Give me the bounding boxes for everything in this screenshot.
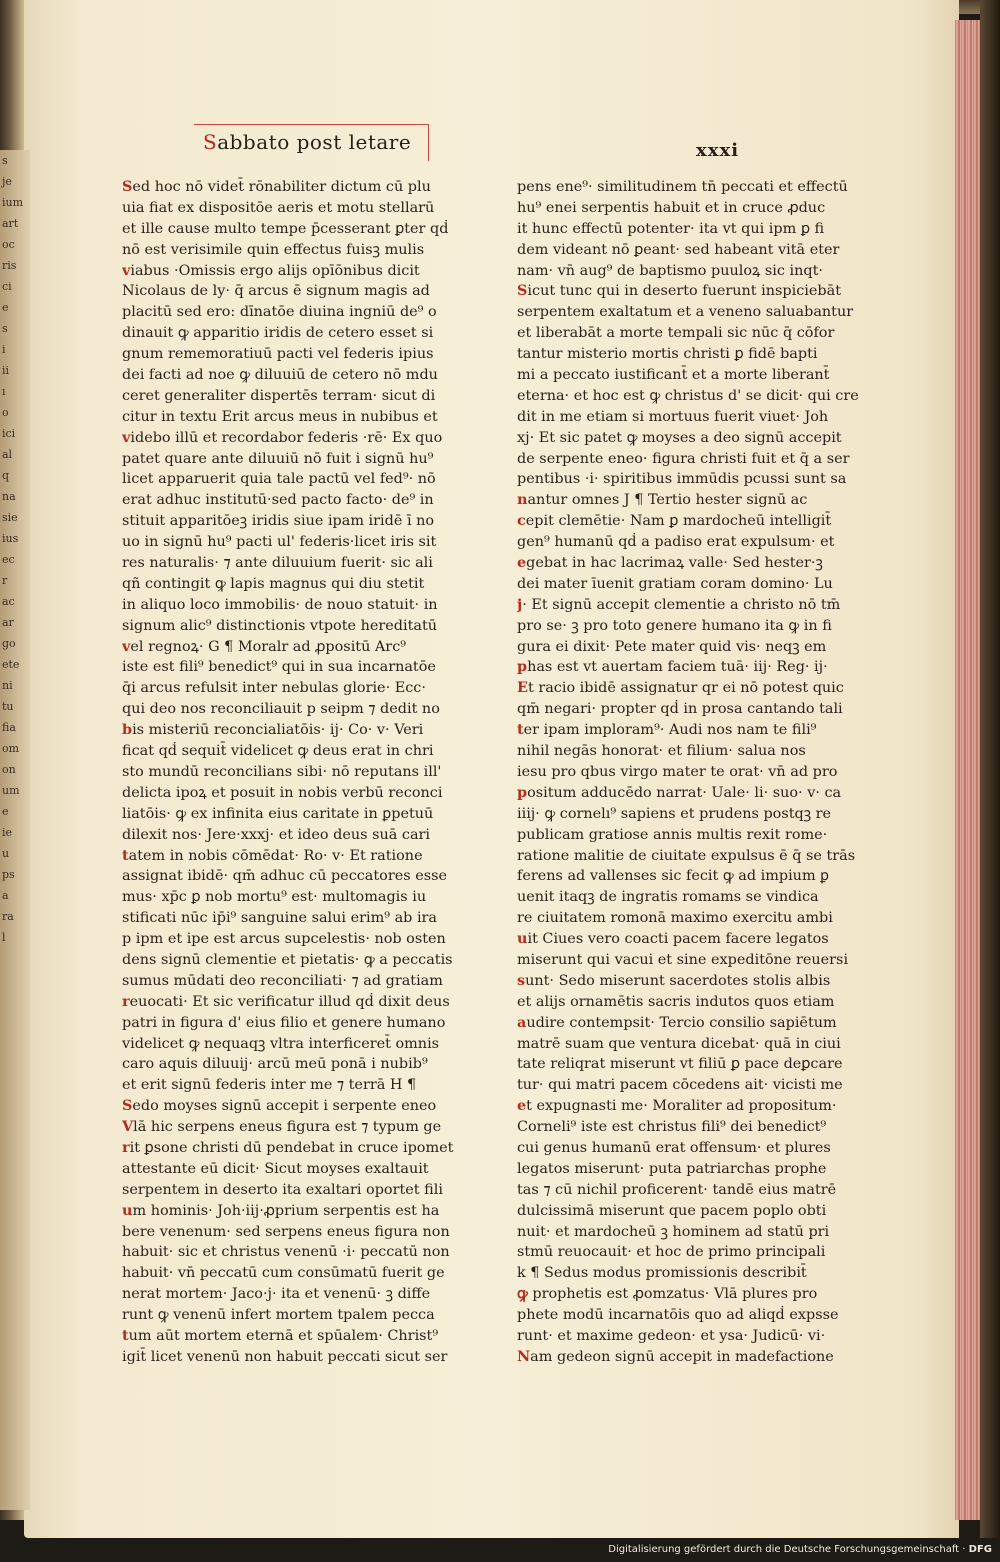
text-line: dinauit ꝙ apparitio iridis de cetero esset si <box>122 325 434 342</box>
text-line: et alijs ornamētis sacris indutos quos etiam <box>517 993 835 1010</box>
text-line: miserunt qui vacui et sine expeditōne reuersi <box>517 951 849 968</box>
rubricated-initial: p <box>517 658 528 676</box>
text-line: tatem in nobis cōmēdat· Ro· v· Et ratione <box>122 846 423 864</box>
rubricated-initial: v <box>122 637 131 655</box>
text-line: Vlā hic serpens eneus figura est ⁊ typum ge <box>122 1118 442 1136</box>
rubricated-initial: s <box>517 971 526 989</box>
text-line: delicta ipoꝝ et posuit in nobis verbū reconci <box>122 784 443 801</box>
facing-page-fragment: ı <box>2 385 6 398</box>
text-line: tum aūt mortem eternā et spūalem· Christ⁹ <box>122 1326 439 1344</box>
right-text-column <box>517 177 862 1368</box>
text-line: licet apparuerit quia tale pactū vel fed⁹· nō <box>122 471 436 488</box>
text-line: qm̄ negari· propter qḋ in prosa cantando tali <box>517 701 843 718</box>
text-line: positum adducēdo narrat· Uale· li· suo· v· ca <box>517 783 842 801</box>
facing-page-fragment: l <box>2 931 6 944</box>
facing-page-fragment: ete <box>2 658 20 671</box>
title-text: abbato post letare <box>217 130 412 154</box>
text-line: k ¶ Sedus modus promissionis describit̄ <box>517 1265 807 1282</box>
facing-page-fragment: ra <box>2 910 14 923</box>
rubricated-initial: r <box>122 992 130 1010</box>
text-line: serpentem exaltatum et a veneno saluabantur <box>517 304 854 321</box>
rubricated-initial: v <box>122 428 131 446</box>
text-line: dilexit nos· Jere·xxxj· et ideo deus suā cari <box>122 826 431 843</box>
text-line: assignat ibidē· qm̄ adhuc cū peccatores esse <box>122 868 447 885</box>
text-line: egebat in hac lacrimaꝝ valle· Sed hester·ꝫ <box>517 554 823 572</box>
text-line: gura ei dixit· Pete mater quid vis· neqꝫ em <box>517 638 827 655</box>
text-line: runt ꝙ venenū infert mortem tpalem pecca <box>122 1307 435 1324</box>
facing-page-fragment: a <box>2 889 9 902</box>
text-line: sto mundū reconcilians sibi· nō reputans ill' <box>122 763 442 780</box>
facing-page-fragment: oc <box>2 238 15 251</box>
text-line: stituit apparitōeꝫ iridis siue ipam iridē ī no <box>122 513 435 530</box>
text-line: citur in textu Erit arcus meus in nubibus et <box>122 408 438 425</box>
text-line: stmū reuocauit· et hoc de primo principali <box>517 1244 826 1261</box>
text-line: liatōis· ꝙ ex infinita eius caritate in ꝑpetuū <box>122 805 434 822</box>
rubricated-initial: j <box>517 595 523 613</box>
text-line: placitū sed ero: dīnatōe diuina ingniū de⁹ o <box>122 304 437 321</box>
text-line: Et racio ibidē assignatur qr ei nō potest quic <box>517 679 844 697</box>
rubricated-initial: v <box>122 261 131 279</box>
text-line: Nam gedeon signū accepit in madefactione <box>517 1347 834 1365</box>
facing-page-fragment: ius <box>2 532 19 545</box>
rubricated-initial: e <box>517 1097 527 1115</box>
text-line: hu⁹ enei serpentis habuit et in cruce ꝓduc <box>517 199 826 216</box>
red-page-edges <box>955 20 980 1520</box>
text-line: qñ contingit ꝙ lapis magnus qui diu stetit <box>122 575 425 592</box>
running-title <box>203 130 411 154</box>
facing-page-fragment: i <box>2 343 6 356</box>
facing-page-fragment: e <box>2 301 9 314</box>
text-line: um hominis· Joh·iij·ꝓprium serpentis est ha <box>122 1201 440 1219</box>
text-line: tantur misterio mortis christi ꝑ fidē bapti <box>517 346 818 363</box>
text-line: attestante eū dicit· Sicut moyses exaltauit <box>122 1160 429 1177</box>
rubricated-initial: n <box>517 491 528 509</box>
facing-page-fragment: o <box>2 406 9 419</box>
text-line: iesu pro qbus virgo mater te orat· vn̄ ad pro <box>517 763 838 780</box>
text-line: sunt· Sedo miserunt sacerdotes stolis albis <box>517 971 831 989</box>
text-line: nerat mortem· Jaco·j· ita et venenū· ꝫ diffe <box>122 1286 431 1303</box>
text-line: pentibus ·i· spiritibus immūdis pcussi sunt sa <box>517 471 847 488</box>
left-text-column <box>122 177 467 1368</box>
text-line: dei mater īuenit gratiam coram domino· Lu <box>517 575 833 592</box>
text-line: phas est vt auertam faciem tuā· iij· Reg· ij· <box>517 658 828 676</box>
facing-page-fragment: q <box>2 469 10 482</box>
text-line: ratione malitie de ciuitate expulsus ē q̄ se trās <box>517 847 856 864</box>
text-line: uit Ciues vero coacti pacem facere legatos <box>517 930 829 948</box>
text-line: in aliquo loco immobilis· de nouo statuit· in <box>122 596 438 613</box>
text-line: vel regnoꝝ· G ¶ Moralr ad ꝓpositū Arc⁹ <box>122 637 407 655</box>
text-line: legatos miserunt· puta patriarchas prophe <box>517 1160 827 1177</box>
text-line: de serpente eneo· figura christi fuit et q̄ a ser <box>517 450 850 467</box>
title-initial: S <box>203 130 218 154</box>
text-line: nantur omnes J ¶ Tertio hester signū ac <box>517 491 808 509</box>
right-cover-edge <box>980 0 1000 1538</box>
facing-page-fragment: fia <box>2 721 16 734</box>
text-line: eterna· et hoc est ꝙ christus d' se dicit· qui cre <box>517 387 859 404</box>
text-line: re ciuitatem romonā maximo exercitu ambi <box>517 910 833 927</box>
facing-page-fragment: ps <box>2 868 15 881</box>
text-line: mi a peccato iustificant̄ et a morte liberant̄ <box>517 367 830 384</box>
text-line: uenit itaqꝫ de ingratis romams se vindica <box>517 889 819 906</box>
facing-page-fragment: ris <box>2 259 17 272</box>
text-line: Sed hoc nō videt̄ rōnabiliter dictum cū plu <box>122 178 431 195</box>
folio-number: xxxi <box>696 140 740 161</box>
text-line: et expugnasti me· Moraliter ad propositum· <box>517 1097 837 1115</box>
text-line: stificati nūc ip̄i⁹ sanguine salui erim⁹ ab ira <box>122 910 437 927</box>
facing-page-fragment: on <box>2 763 16 776</box>
rubricated-initial: u <box>517 930 528 948</box>
facing-page-fragment: ium <box>2 196 24 209</box>
text-line: Corneli⁹ iste est christus fili⁹ dei benedict⁹ <box>517 1119 827 1136</box>
rubricated-initial: ꝙ <box>517 1285 528 1303</box>
text-line: xj· Et sic patet ꝙ moyses a deo signū accepit <box>517 429 842 446</box>
text-line: ter ipam imploram⁹· Audi nos nam te fili⁹ <box>517 721 817 739</box>
text-line: ficat qḋ sequit̄ videlicet ꝙ deus erat in chri <box>122 743 434 760</box>
text-line: j· Et signū accepit clementie a christo nō tm̄ <box>517 595 841 613</box>
facing-page-edge <box>0 150 30 1510</box>
text-line: serpentem in deserto ita exaltari oportet fili <box>122 1181 443 1198</box>
text-line: igit̄ licet venenū non habuit peccati sicut ser <box>122 1348 448 1365</box>
facing-page-fragment: ici <box>2 427 16 440</box>
text-line: gen⁹ humanū qḋ a padiso erat expulsum· et <box>517 534 835 551</box>
text-line: phete modū incarnatōis quo ad aliqḋ expsse <box>517 1307 839 1324</box>
rubricated-initial: c <box>517 512 526 530</box>
facing-page-fragment: go <box>2 637 16 650</box>
rubricated-initial: t <box>122 1326 129 1344</box>
text-line: it hunc effectū potenter· ita vt qui ipm ꝑ fi <box>517 220 825 237</box>
facing-page-fragment: tu <box>2 700 14 713</box>
rubricated-initial: N <box>517 1347 531 1365</box>
text-line: iste est fili⁹ benedict⁹ qui in sua incarnatōe <box>122 659 436 676</box>
footer-credit <box>608 1544 992 1555</box>
text-line: q̄i arcus refulsit inter nebulas glorie· Ecc· <box>122 680 426 697</box>
dfg-logo: DFG <box>968 1544 992 1555</box>
facing-page-fragment: ac <box>2 595 15 608</box>
text-line: dem videant nō ꝑeant· sed habeant vitā eter <box>517 241 840 258</box>
text-line: cepit clemētie· Nam ꝑ mardocheū intelligit̄ <box>517 512 832 530</box>
facing-page-fragment: um <box>2 784 20 797</box>
facing-page-fragment: je <box>2 175 12 188</box>
facing-page-fragment: ni <box>2 679 13 692</box>
text-line: nihil negās honorat· et filium· salua nos <box>517 743 806 760</box>
facing-page-fragment: u <box>2 847 10 860</box>
text-line: nam· vn̄ aug⁹ de baptismo puuloꝝ sic inqt· <box>517 262 823 279</box>
text-line: Sicut tunc qui in deserto fuerunt inspiciebāt <box>517 282 841 300</box>
facing-page-fragment: art <box>2 217 19 230</box>
facing-page-fragment: sie <box>2 511 18 524</box>
text-line: habuit· sic et christus venenū ·i· peccatū non <box>122 1244 450 1261</box>
facing-page-fragment: ec <box>2 553 15 566</box>
text-line: et liberabāt a morte tempali sic nūc q̄ cōfor <box>517 325 835 342</box>
text-line: matrē suam que ventura dicebat· quā in ciui <box>517 1035 841 1052</box>
text-line: dulcissimā miserunt que pacem poplo obti <box>517 1202 827 1219</box>
text-line: nō est verisimile quin effectus fuisꝫ mulis <box>122 241 425 258</box>
rubricated-initial: S <box>122 1097 133 1115</box>
text-line: runt· et maxime gedeon· et ysa· Judicū· vi· <box>517 1327 826 1344</box>
rubricated-initial: E <box>517 679 528 697</box>
text-line: uia fiat ex dispositōe aeris et motu stellarū <box>122 199 435 216</box>
facing-page-fragment: al <box>2 448 13 461</box>
text-line: patet quare ante diluuiū nō fuit i signū hu⁹ <box>122 450 434 467</box>
facing-page-fragment: ii <box>2 364 10 377</box>
rubricated-initial: t <box>122 846 129 864</box>
rubricated-initial: e <box>517 554 527 572</box>
text-line: tas ⁊ cū nichil proficerent· tandē eius matrē <box>517 1181 837 1198</box>
facing-page-fragment: r <box>2 574 8 587</box>
text-line: viabus ·Omissis ergo alijs opīōnibus dicit <box>122 261 420 279</box>
text-line: p ipm et ipe est arcus supcelestis· nob osten <box>122 931 446 948</box>
text-line: signum alic⁹ distinctionis vtpote hereditatū <box>122 617 438 634</box>
text-line: pro se· ꝫ pro toto genere humano ita ꝙ in fi <box>517 617 832 634</box>
text-line: reuocati· Et sic verificatur illud qḋ dixit deus <box>122 992 450 1010</box>
text-line: tur· qui matri pacem cōcedens ait· vicisti me <box>517 1077 843 1094</box>
footer-credit-text: Digitalisierung gefördert durch die Deutsche Forschungsgemeinschaft · <box>608 1544 966 1555</box>
text-line: ferens ad vallenses sic fecit ꝙ ad impium ꝑ <box>517 868 830 885</box>
text-line: audire contempsit· Tercio consilio sapiētum <box>517 1013 837 1031</box>
facing-page-fragment: e <box>2 805 9 818</box>
rubricated-initial: S <box>122 178 133 195</box>
text-line: habuit· vn̄ peccatū cum consūmatū fuerit ge <box>122 1265 445 1282</box>
facing-page-fragment: na <box>2 490 16 503</box>
text-line: ꝙ prophetis est ꝓomzatus· Vlā plures pro <box>517 1285 818 1303</box>
text-line: qui deo nos reconciliauit p seipm ⁊ dedit no <box>122 701 440 718</box>
text-line: publicam gratiose annis multis rexit rome· <box>517 826 828 843</box>
rubricated-initial: V <box>122 1118 134 1136</box>
text-line: patri in figura d' eius filio et genere humano <box>122 1014 446 1031</box>
text-line: uo in signū hu⁹ pacti ul' federis·licet iris sit <box>122 534 437 551</box>
facing-page-fragment: ci <box>2 280 12 293</box>
text-line: gnum rememoratiuū pacti vel federis ipius <box>122 346 434 363</box>
text-line: videbo illū et recordabor federis ·rē· Ex quo <box>122 428 443 446</box>
text-line: dens signū clementie et pietatis· ꝙ a peccatis <box>122 951 453 968</box>
rubricated-initial: b <box>122 721 133 739</box>
facing-page-fragment: s <box>2 154 8 167</box>
text-line: dit in me etiam si mortuus fuerit viuet· Joh <box>517 408 829 425</box>
facing-page-fragment: s <box>2 322 8 335</box>
text-line: dei facti ad noe ꝙ diluuiū de cetero nō mdu <box>122 367 438 384</box>
facing-page-fragment: om <box>2 742 20 755</box>
text-line: cui genus humanū erat offensum· et plures <box>517 1139 831 1156</box>
rubricated-initial: a <box>517 1013 527 1031</box>
text-line: nuit· et mardocheū ꝫ hominem ad statū pri <box>517 1223 830 1240</box>
text-line: res naturalis· ⁊ ante diluuium fuerit· sic ali <box>122 555 433 572</box>
text-line: et erit signū federis inter me ⁊ terrā H ¶ <box>122 1077 417 1094</box>
text-line: videlicet ꝙ nequaqꝫ vltra interficeret̄ omnis <box>122 1035 440 1052</box>
text-line: erat adhuc institutū·sed pacto facto· de⁹ in <box>122 492 434 509</box>
rubricated-initial: t <box>517 721 524 739</box>
facing-page-fragment: ar <box>2 616 14 629</box>
text-line: Sedo moyses signū accepit i serpente eneo <box>122 1097 437 1115</box>
rubricated-initial: p <box>517 783 528 801</box>
rubricated-initial: r <box>122 1138 130 1156</box>
text-line: bere venenum· sed serpens eneus figura non <box>122 1223 450 1240</box>
text-line: caro aquis diluuij· arcū meū ponā i nubib⁹ <box>122 1056 428 1073</box>
text-line: ceret generaliter dispertēs terram· sicut di <box>122 387 436 404</box>
text-line: mus· xp̄c ꝑ nob mortu⁹ est· multomagis iu <box>122 889 427 906</box>
text-line: iiij· ꝙ cornelı⁹ sapiens et prudens postqꝫ re <box>517 805 832 822</box>
text-line: rit ꝑsone christi dū pendebat in cruce ipomet <box>122 1138 454 1156</box>
text-line: tate reliqrat miserunt vt filiū ꝑ pace deꝑcare <box>517 1056 843 1073</box>
text-line: et ille cause multo tempe p̄cesserant ꝑter qḋ <box>122 220 449 237</box>
text-line: Nicolaus de ly· q̄ arcus ē signum magis ad <box>122 283 430 300</box>
rubricated-initial: S <box>517 282 528 300</box>
text-line: pens ene⁹· similitudinem tn̄ peccati et effectū <box>517 179 848 195</box>
text-line: sumus mūdati deo reconciliati· ⁊ ad gratiam <box>122 972 443 989</box>
text-line: bis misteriū reconcialiatōis· ij· Co· v· Veri <box>122 721 424 739</box>
facing-page-fragment: ie <box>2 826 13 839</box>
rubricated-initial: u <box>122 1201 133 1219</box>
